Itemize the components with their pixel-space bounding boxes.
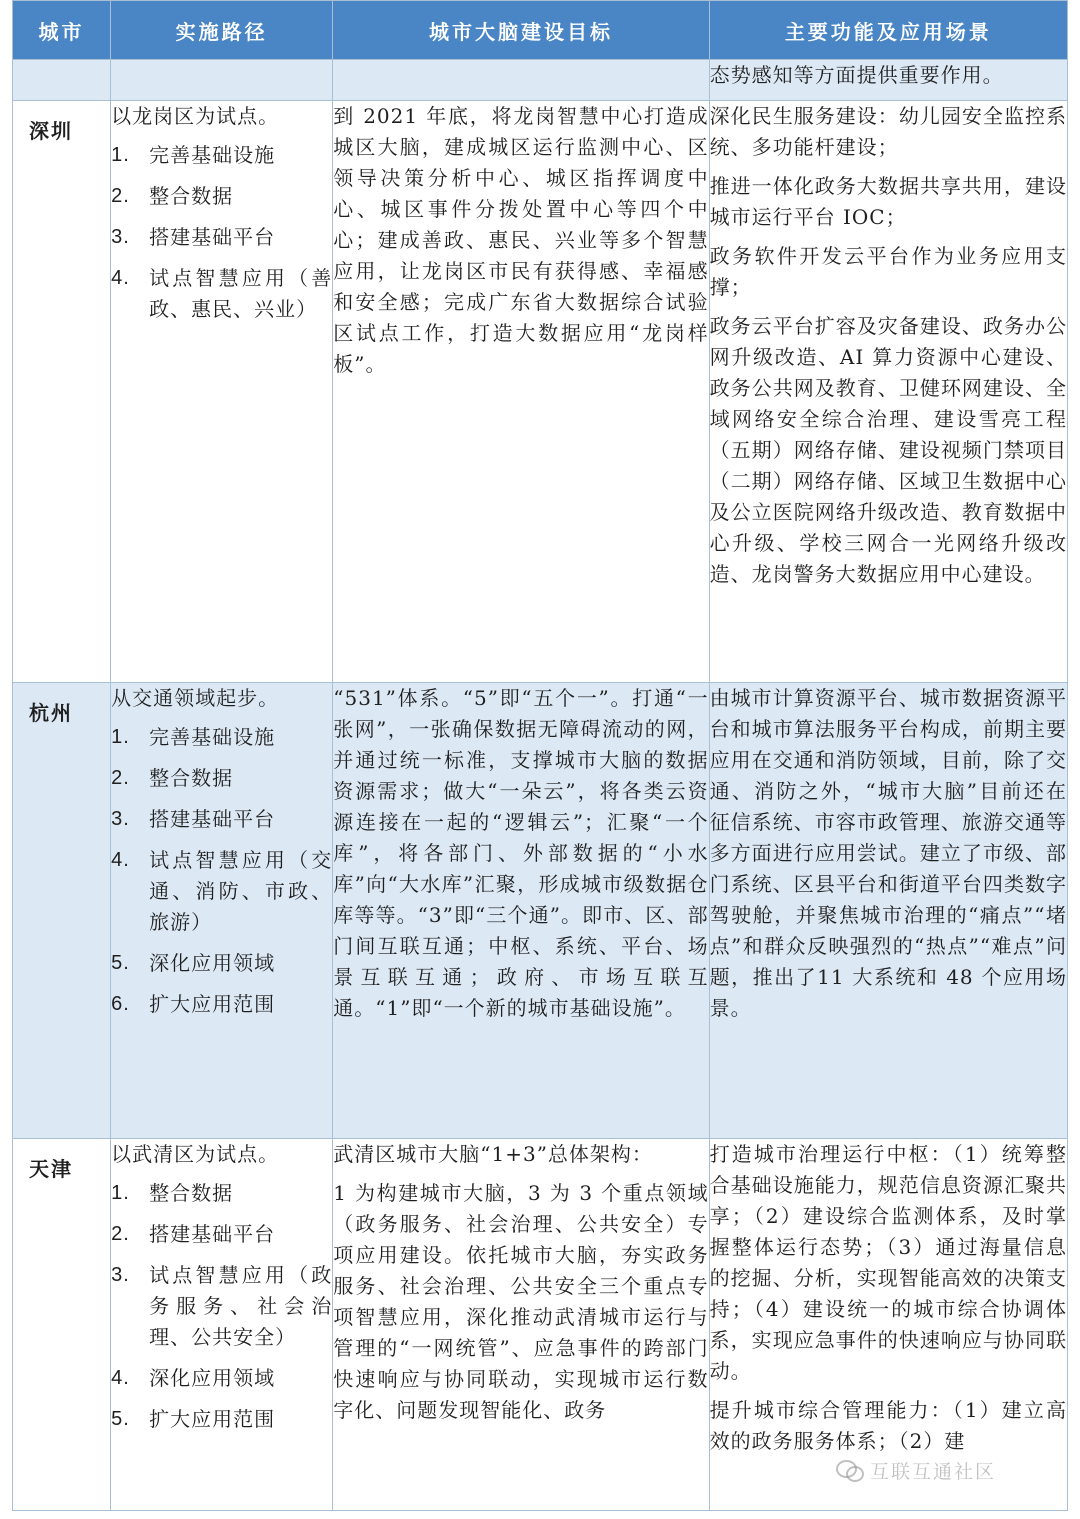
path-intro: 从交通领域起步。 bbox=[111, 686, 280, 710]
list-item: 5. 扩大应用范围 bbox=[111, 1407, 276, 1431]
list-item: 1. 完善基础设施 bbox=[111, 143, 276, 167]
cell-function bbox=[709, 683, 1067, 1139]
cell-path bbox=[111, 1139, 333, 1511]
path-steps bbox=[111, 1178, 332, 1435]
table-row-tianjin bbox=[13, 1139, 1068, 1511]
path-steps bbox=[111, 140, 332, 325]
function-paragraph: 深化民生服务建设：幼儿园安全监控系统、多功能杆建设； bbox=[709, 104, 1067, 159]
cell-city: 深圳 bbox=[13, 101, 111, 683]
function-paragraph: 态势感知等方面提供重要作用。 bbox=[709, 63, 1004, 87]
list-item: 3. 搭建基础平台 bbox=[111, 225, 276, 249]
cell-path bbox=[111, 101, 333, 683]
header-path: 实施路径 bbox=[111, 1, 333, 60]
function-paragraph: 政务云平台扩容及灾备建设、政务办公网升级改造、AI 算力资源中心建设、政务公共网及教育、卫健环网建设、全域网络安全综合治理、建设雪亮工程（五期）网络存储、建设视频门禁项目（二期）网络存储、区域卫生数据中心及公立医院网络升级改造、教育数据中心升级、学校三网合一光网络升级改造、龙岗警务大数据应用中心建设。 bbox=[709, 314, 1067, 586]
table-row-shenzhen bbox=[13, 101, 1068, 683]
cell-city bbox=[13, 60, 111, 101]
list-item: 4. 试点智慧应用（善政、惠民、兴业） bbox=[111, 266, 333, 321]
function-paragraph: 由城市计算资源平台、城市数据资源平台和城市算法服务平台构成，前期主要应用在交通和消防领域，目前，除了交通、消防之外，“城市大脑”目前还在征信系统、市容市政管理、旅游交通等多方面进行应用尝试。建立了市级、部门系统、区县平台和街道平台四类数字驾驶舱，并聚焦城市治理的“痛点”“堵点”和群众反映强烈的“热点”“难点”问题，推出了11 大系统和 48 个应用场景。 bbox=[709, 686, 1067, 1020]
goal-paragraph: 武清区城市大脑“1+3”总体架构： bbox=[333, 1142, 653, 1166]
table-row-hangzhou bbox=[13, 683, 1068, 1139]
cell-function bbox=[709, 60, 1067, 101]
goal-paragraph: 1 为构建城市大脑，3 为 3 个重点领域（政务服务、社会治理、公共安全）专项应用建设。依托城市大脑，夯实政务服务、社会治理、公共安全三个重点专项智慧应用，深化推动武清城市运行与管理的“一网统管”、应急事件的跨部门快速响应与协同联动，实现城市运行数字化、问题发现智能化、政务 bbox=[333, 1181, 709, 1422]
list-item: 4. 试点智慧应用（交通、消防、市政、旅游） bbox=[111, 848, 333, 934]
cell-goal bbox=[333, 60, 709, 101]
cell-function bbox=[709, 1139, 1067, 1511]
list-item: 3. 试点智慧应用（政务服务、社会治理、公共安全） bbox=[111, 1263, 333, 1349]
list-item: 6. 扩大应用范围 bbox=[111, 992, 276, 1016]
list-item: 2. 整合数据 bbox=[111, 766, 234, 790]
list-item: 2. 整合数据 bbox=[111, 184, 234, 208]
cell-path bbox=[111, 683, 333, 1139]
path-intro: 以武清区为试点。 bbox=[111, 1142, 280, 1166]
goal-paragraph: 到 2021 年底，将龙岗智慧中心打造成城区大脑，建成城区运行监测中心、区领导决策分析中心、城区指挥调度中心、城区事件分拨处置中心等四个中心；建成善政、惠民、兴业等多个智慧应用，让龙岗区市民有获得感、幸福感和安全感；完成广东省大数据综合试验区试点工作，打造大数据应用“龙岗样板”。 bbox=[333, 104, 709, 376]
function-paragraph: 推进一体化政务大数据共享共用，建设城市运行平台 IOC； bbox=[709, 174, 1067, 229]
watermark-text: 互联互通社区 bbox=[870, 1460, 997, 1483]
cell-path bbox=[111, 60, 333, 101]
header-city: 城市 bbox=[13, 1, 111, 60]
cell-city: 杭州 bbox=[13, 683, 111, 1139]
list-item: 2. 搭建基础平台 bbox=[111, 1222, 276, 1246]
cell-city: 天津 bbox=[13, 1139, 111, 1511]
function-paragraph: 提升城市综合管理能力：（1）建立高效的政务服务体系；（2）建 bbox=[709, 1398, 1067, 1453]
smart-city-table bbox=[12, 0, 1068, 1511]
list-item: 1. 完善基础设施 bbox=[111, 725, 276, 749]
table-row-continued bbox=[13, 60, 1068, 101]
cell-goal bbox=[333, 683, 709, 1139]
list-item: 3. 搭建基础平台 bbox=[111, 807, 276, 831]
function-paragraph: 政务软件开发云平台作为业务应用支撑； bbox=[709, 244, 1067, 299]
cell-goal bbox=[333, 101, 709, 683]
goal-paragraph: “531”体系。“5”即“五个一”。打通“一张网”，一张确保数据无障碍流动的网，并通过统一标准，支撑城市大脑的数据资源需求；做大“一朵云”，将各类云资源连接在一起的“逻辑云”；汇聚“一个库”，将各部门、外部数据的“小水库”向“大水库”汇聚，形成城市级数据仓库等等。“3”即“三个通”。即市、区、部门间互联互通；中枢、系统、平台、场景互联互通；政府、市场互联互通。“1”即“一个新的城市基础设施”。 bbox=[333, 686, 709, 1020]
path-intro: 以龙岗区为试点。 bbox=[111, 104, 280, 128]
cell-function bbox=[709, 101, 1067, 683]
list-item: 1. 整合数据 bbox=[111, 1181, 234, 1205]
header-goal: 城市大脑建设目标 bbox=[333, 1, 709, 60]
header-function: 主要功能及应用场景 bbox=[709, 1, 1067, 60]
list-item: 5. 深化应用领域 bbox=[111, 951, 276, 975]
function-paragraph: 打造城市治理运行中枢：（1）统筹整合基础设施能力，规范信息资源汇聚共享；（2）建设综合监测体系，及时掌握整体运行态势；（3）通过海量信息的挖掘、分析，实现智能高效的决策支持；（4）建设统一的城市综合协调体系，实现应急事件的快速响应与协同联动。 bbox=[709, 1142, 1067, 1383]
cell-goal bbox=[333, 1139, 709, 1511]
path-steps bbox=[111, 722, 332, 1020]
table-header-row bbox=[13, 1, 1068, 60]
list-item: 4. 深化应用领域 bbox=[111, 1366, 276, 1390]
